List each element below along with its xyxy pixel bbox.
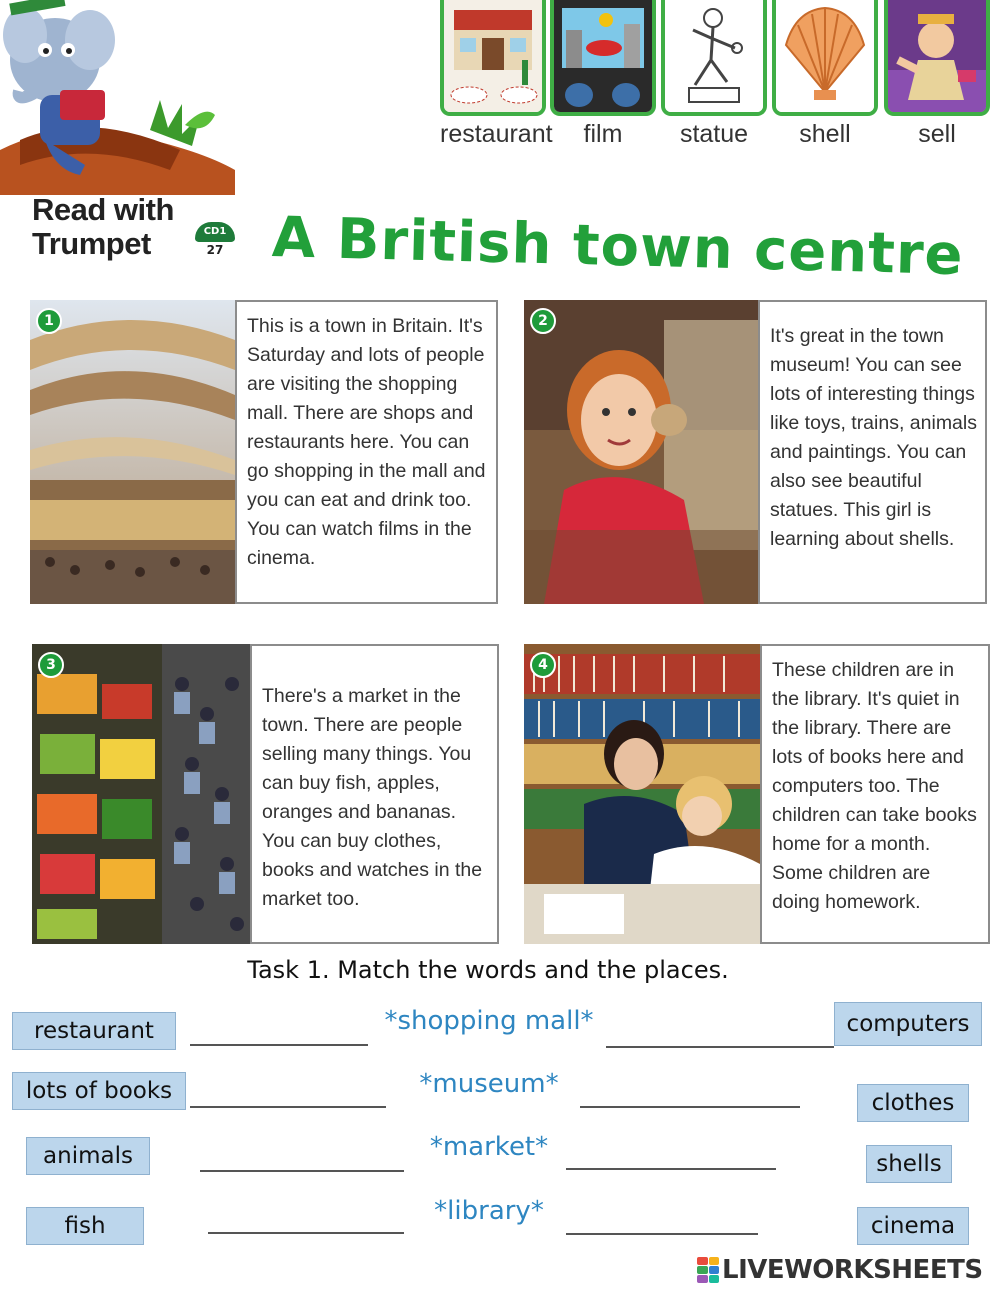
word-chip-shells[interactable]: shells bbox=[866, 1145, 952, 1183]
vocab-word: shell bbox=[799, 120, 851, 148]
cd-label: CD1 bbox=[195, 222, 235, 242]
answer-blank[interactable] bbox=[208, 1232, 404, 1234]
vocab-statue bbox=[661, 0, 767, 149]
vocab-word: film bbox=[583, 120, 623, 148]
vocab-film bbox=[550, 0, 656, 149]
story-card-1 bbox=[30, 300, 498, 604]
answer-blank[interactable] bbox=[200, 1170, 404, 1172]
card-number-badge: 3 bbox=[38, 652, 64, 678]
cd-track-badge bbox=[195, 222, 235, 260]
word-chip-cinema[interactable]: cinema bbox=[857, 1207, 969, 1245]
vocab-word: restaurant bbox=[440, 120, 553, 148]
answer-blank[interactable] bbox=[580, 1106, 800, 1108]
story-card-4 bbox=[524, 644, 990, 944]
answer-blank[interactable] bbox=[566, 1168, 776, 1170]
vocab-shell bbox=[772, 0, 878, 149]
market-photo bbox=[32, 644, 250, 944]
shell-icon bbox=[776, 0, 874, 112]
read-with-trumpet bbox=[32, 193, 174, 261]
card-text: There's a market in the town. There are people selling many things. You can buy fish, apples, oranges and bananas. You can buy clothes, books and watches in the market too. bbox=[250, 644, 499, 944]
liveworksheets-logo bbox=[697, 1255, 983, 1285]
answer-blank[interactable] bbox=[190, 1044, 368, 1046]
word-chip-computers[interactable]: computers bbox=[834, 1002, 982, 1046]
story-card-3 bbox=[32, 644, 499, 944]
liveworksheets-icon bbox=[697, 1257, 719, 1283]
library-photo bbox=[524, 644, 760, 944]
word-chip-fish[interactable]: fish bbox=[26, 1207, 144, 1245]
word-chip-clothes[interactable]: clothes bbox=[857, 1084, 969, 1122]
vocab-restaurant bbox=[440, 0, 553, 149]
answer-blank[interactable] bbox=[606, 1046, 834, 1048]
trumpet-elephant-illustration bbox=[0, 0, 240, 195]
answer-blank[interactable] bbox=[566, 1233, 758, 1235]
statue-icon bbox=[665, 0, 763, 112]
story-card-2 bbox=[524, 300, 987, 604]
restaurant-icon bbox=[444, 0, 542, 112]
page-title: A British town centre bbox=[271, 205, 965, 289]
cd-track: 27 bbox=[206, 243, 224, 257]
place-shopping-mall: *shopping mall* bbox=[384, 1006, 594, 1036]
word-chip-lots-of-books[interactable]: lots of books bbox=[12, 1072, 186, 1110]
word-chip-animals[interactable]: animals bbox=[26, 1137, 150, 1175]
card-number-badge: 4 bbox=[530, 652, 556, 678]
liveworksheets-wordmark: LIVEWORKSHEETS bbox=[722, 1255, 983, 1285]
vocab-word: sell bbox=[918, 120, 956, 148]
card-text: It's great in the town museum! You can see lots of interesting things like toys, trains, animals and paintings. You can also see beautiful statues. This girl is learning about shells. bbox=[758, 300, 987, 604]
card-text: This is a town in Britain. It's Saturday and lots of people are visiting the shopping mall. There are shops and restaurants here. You can go shopping in the mall and you can eat and drink too. You can watch films in the cinema. bbox=[235, 300, 498, 604]
place-museum: *museum* bbox=[419, 1069, 559, 1099]
card-number-badge: 2 bbox=[530, 308, 556, 334]
shopping-mall-photo bbox=[30, 300, 235, 604]
answer-blank[interactable] bbox=[190, 1106, 386, 1108]
task-title: Task 1. Match the words and the places. bbox=[247, 956, 729, 984]
read-with-label: Read with bbox=[32, 192, 174, 227]
museum-girl-photo bbox=[524, 300, 758, 604]
film-icon bbox=[554, 0, 652, 112]
word-chip-restaurant[interactable]: restaurant bbox=[12, 1012, 176, 1050]
sell-icon bbox=[888, 0, 986, 112]
vocab-word: statue bbox=[679, 120, 749, 148]
place-library: *library* bbox=[434, 1196, 544, 1226]
vocab-sell bbox=[884, 0, 990, 149]
place-market: *market* bbox=[429, 1132, 549, 1162]
card-text: These children are in the library. It's quiet in the library. There are lots of books here and computers too. The children can take books home for a month. Some children are doing homework. bbox=[760, 644, 990, 944]
card-number-badge: 1 bbox=[36, 308, 62, 334]
trumpet-label: Trumpet bbox=[32, 226, 151, 261]
